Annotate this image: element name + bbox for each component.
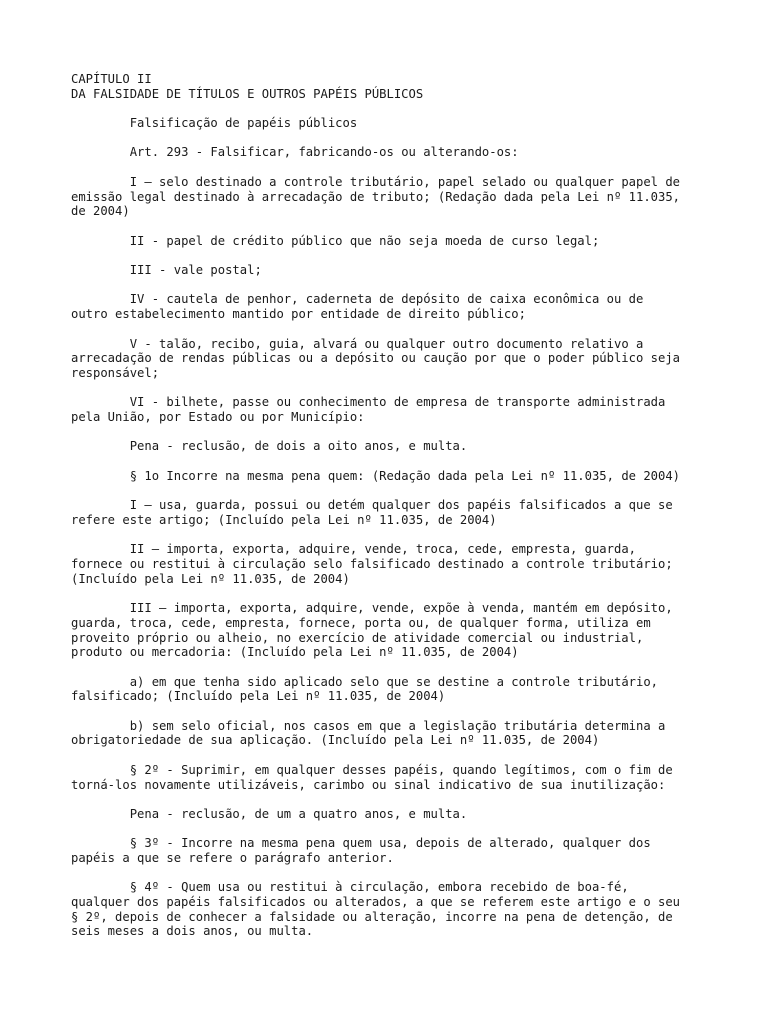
paragraph-pena-1: Pena - reclusão, de dois a oito anos, e multa. [71, 439, 468, 454]
chapter-heading [71, 72, 701, 101]
document-page [71, 72, 701, 954]
section-title: Falsificação de papéis públicos [71, 116, 358, 131]
paragraph-par-1: § 1o Incorre na mesma pena quem: (Redação dada pela Lei nº 11.035, de 2004) [71, 468, 681, 483]
paragraph-inciso-iii: III - vale postal; [71, 263, 262, 278]
paragraph-alinea-b: b) sem selo oficial, nos casos em que a legislação tributária determina a obrigatoriedade de sua aplicação. (Incluído pela Lei nº 11.035, de 2004) [71, 718, 666, 748]
chapter-number: CAPÍTULO II [71, 72, 152, 86]
paragraph-inciso-iv: IV - cautela de penhor, caderneta de depósito de caixa econômica ou de outro estabelecimento mantido por entidade de direito público; [71, 292, 644, 322]
paragraph-par-1-iii: III – importa, exporta, adquire, vende, expõe à venda, mantém em depósito, guarda, troca, cede, empresta, fornece, porta ou, de qualquer forma, utiliza em proveito próprio ou alheio, no exercício de atividade comercial ou industrial, produto ou mercadoria: (Incluído pela Lei nº 11.035, de 2004) [71, 601, 673, 660]
paragraph-inciso-ii: II - papel de crédito público que não seja moeda de curso legal; [71, 233, 600, 248]
paragraph-alinea-a: a) em que tenha sido aplicado selo que se destine a controle tributário, falsificado; (Incluído pela Lei nº 11.035, de 2004) [71, 674, 659, 704]
paragraph-par-2: § 2º - Suprimir, em qualquer desses papéis, quando legítimos, com o fim de torná-los novamente utilizáveis, carimbo ou sinal indicativo de sua inutilização: [71, 762, 673, 792]
paragraph-inciso-i: I – selo destinado a controle tributário, papel selado ou qualquer papel de emissão legal destinado à arrecadação de tributo; (Redação dada pela Lei nº 11.035, de 2004) [71, 174, 681, 219]
chapter-title: DA FALSIDADE DE TÍTULOS E OUTROS PAPÉIS PÚBLICOS [71, 86, 424, 101]
paragraph-pena-2: Pena - reclusão, de um a quatro anos, e multa. [71, 806, 468, 821]
paragraph-par-4: § 4º - Quem usa ou restitui à circulação, embora recebido de boa-fé, qualquer dos papéis falsificados ou alterados, a que se referem este artigo e o seu § 2º, depois de conhecer a falsidade ou alteração, incorre na pena de detenção, de seis meses a dois anos, ou multa. [71, 880, 681, 939]
paragraph-par-1-ii: II – importa, exporta, adquire, vende, troca, cede, empresta, guarda, fornece ou restitui à circulação selo falsificado destinado a controle tributário; (Incluído pela Lei nº 11.035, de 2004) [71, 542, 673, 586]
paragraph-par-3: § 3º - Incorre na mesma pena quem usa, depois de alterado, qualquer dos papéis a que se refere o parágrafo anterior. [71, 836, 651, 865]
paragraph-art-293: Art. 293 - Falsificar, fabricando-os ou alterando-os: [71, 145, 519, 160]
paragraph-inciso-v: V - talão, recibo, guia, alvará ou qualquer outro documento relativo a arrecadação de rendas públicas ou a depósito ou caução por que o poder público seja responsável; [71, 336, 681, 380]
paragraph-inciso-vi: VI - bilhete, passe ou conhecimento de empresa de transporte administrada pela União, por Estado ou por Município: [71, 395, 666, 425]
paragraph-par-1-i: I – usa, guarda, possui ou detém qualquer dos papéis falsificados a que se refere este artigo; (Incluído pela Lei nº 11.035, de 2004) [71, 498, 673, 527]
